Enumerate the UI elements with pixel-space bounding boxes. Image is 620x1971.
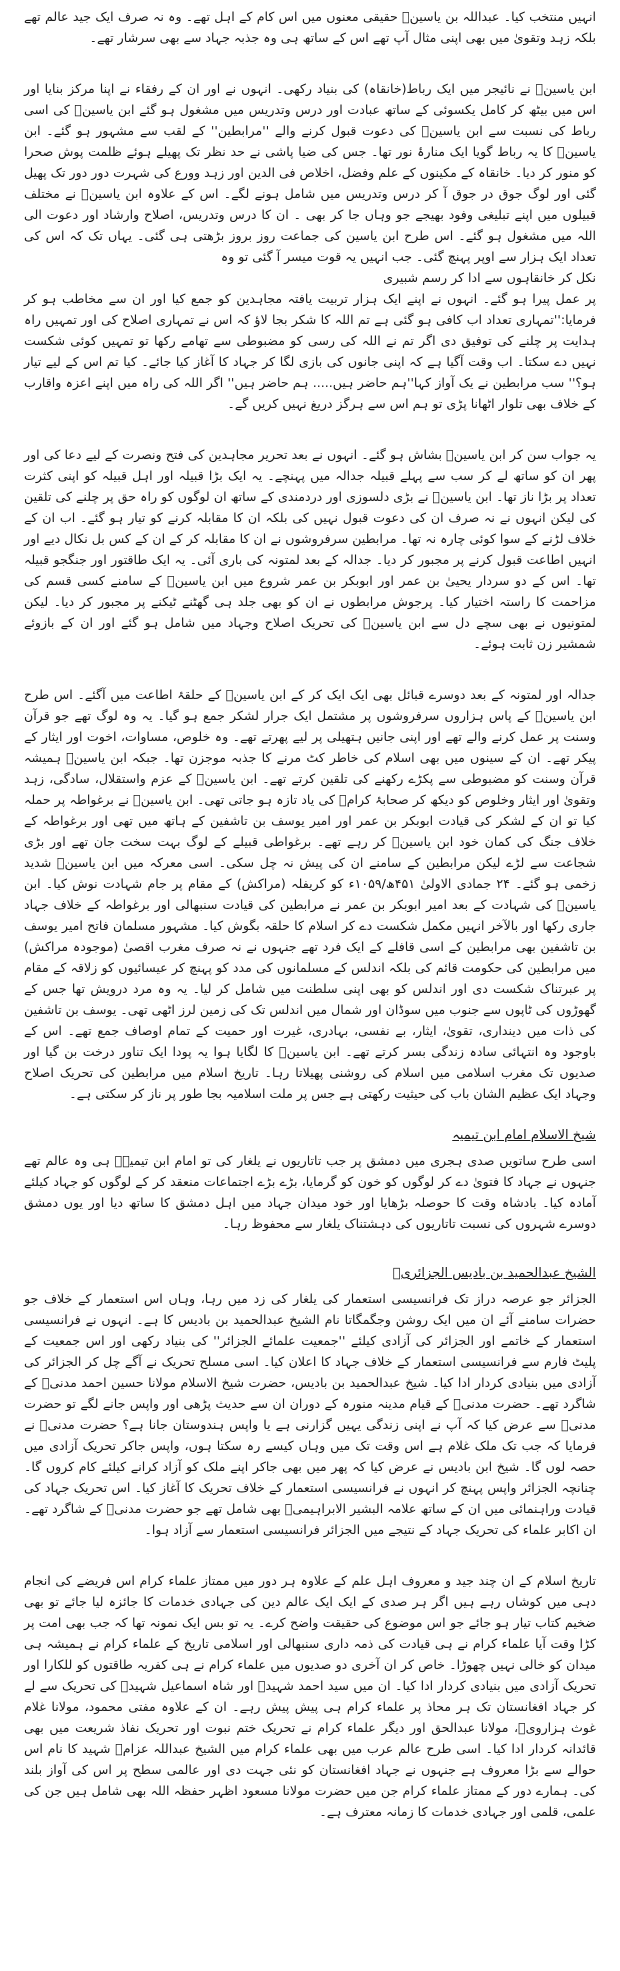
spacer — [24, 1540, 596, 1570]
paragraph: یہ جواب سن کر ابن یاسینؒ بشاش ہو گئے۔ انہوں نے بعد تحریر مجاہدین کی فتح ونصرت کے لیے دعا کی اور پھر ان کو ساتھ لے کر سب سے پہلے قبیلہ جدالہ میں پہنچے۔ یہ ایک بڑا قبیلہ اور اہل قبیلہ کو اپنی کثرت تعداد پر بڑا ناز تھا۔ ابن یاسینؒ نے بڑی دلسوزی اور دردمندی کے ساتھ ان لوگوں کو راہ حق پر چلنے کی تلقین کی لیکن انہوں نے نہ صرف ان کی دعوت قبول نہیں کی بلکہ ان کا مقابلہ کرنے کو تیار ہو گئے۔ اب ان کے خلاف لڑنے کے سوا کوئی چارہ نہ تھا۔ مرابطین سرفروشوں نے ان کا مقابلہ کر کے ان کے کس بل نکال دیے اور انہیں اطاعت قبول کرنے پر مجبور کر دیا۔ جدالہ کے بعد لمتونہ کی باری آئی۔ یہ ایک طاقتور اور جنگجو قبیلہ تھا۔ اس کے دو سردار یحییٰ بن عمر اور ابوبکر بن عمر شروع میں ابن یاسینؒ کے سامنے کسی قسم کی مزاحمت کا راستہ اختیار کیا۔ پرجوش مرابطوں نے ان کو بھی جلد ہی گھٹنے ٹیکنے پر مجبور کر دیا۔ لیکن لمتونیوں نے بھی سچے دل سے ابن یاسینؒ کی تحریک اصلاح وجہاد میں شامل ہو گئے اور ان کے بازوئے شمشیر زن ثابت ہوئے۔ — [24, 447, 596, 651]
paragraph: ابن یاسینؒ نے نائیجر میں ایک رباط(خانقاہ) کی بنیاد رکھی۔ انہوں نے اور ان کے رفقاء نے اپنا مرکز بنایا اور اس میں بیٹھ کر کامل یکسوئی کے ساتھ عبادت اور درس وتدریس میں مشغول ہو گئے ابن یاسینؒ کی اسی رباط کی نسبت سے ابن یاسینؒ کی دعوت قبول کرنے والے ''مرابطین'' کے لقب سے مشہور ہو گئے۔ ابن یاسینؒ کا یہ رباط گویا ایک منارۂ نور تھا۔ جس کی ضیا پاشی نے حد نظر تک پھیلے ہوئے ظلمت پوش صحرا کو منور کر دیا۔ خانقاہ کے مکینوں کے علم وفضل، اخلاص فی الدین اور زہد وورع کی شہرت دور دور تک پھیل گئی اور لوگ جوق در جوق آ کر درس وتدریس میں شامل ہونے لگے۔ اس کے علاوہ ابن یاسینؒ نے مختلف قبیلوں میں اپنے تبلیغی وفود بھیجے جو وہاں جا کر بھی ۔ ان کا درس وتدریس، اصلاح وارشاد اور دعوت الی اللہ میں مشغول ہو گئے۔ اس طرح ابن یاسین کی جماعت روز بروز بڑھتی ہی گئی۔ یہاں تک کہ اس کی تعداد ایک ہزار سے اوپر پہنچ گئی۔ جب انہیں یہ قوت میسر آ گئی تو وہ — [24, 81, 596, 264]
paragraph: پر عمل پیرا ہو گئے۔ انہوں نے اپنے ایک ہزار تربیت یافتہ مجاہدین کو جمع کیا اور ان سے مخاطب ہو کر فرمایا:''تمہاری تعداد اب کافی ہو گئی ہے تم اللہ کا شکر بجا لاؤ کہ اس نے تمہاری اصلاح کی اور تمہیں راہ ہدایت پر چلنے کی توفیق دی اگر تم نے اللہ کی رسی کو مضبوطی سے تھامے رکھا تو تمہیں کوئی شکست نہیں دے سکتا۔ اب وقت آگیا ہے کہ اپنی جانوں کی بازی لگا کر جہاد کا آغاز کیا جائے۔ کیا تم اس کے لیے تیار ہو؟'' سب مرابطین نے یک آواز کہا''ہم حاضر ہیں..... ہم حاضر ہیں'' اگر اللہ کی راہ میں اپنے اعزہ واقارب کے خلاف بھی تلوار اٹھانا پڑی تو ہم اس سے ہرگز دریغ نہیں کریں گے۔ — [24, 291, 596, 411]
spacer — [24, 1104, 596, 1126]
section-murabitun — [24, 684, 596, 1104]
section-intro — [24, 6, 596, 48]
section-tarikh — [24, 1570, 596, 1822]
spacer — [24, 48, 596, 78]
paragraph: الجزائر جو عرصہ دراز تک فرانسیسی استعمار کی یلغار کی زد میں رہا، وہاں اس استعمار کے خلاف جو حضرات سامنے آئے ان میں ایک روشن وجگمگاتا نام الشیخ عبدالحمید بن بادیس کا ہے۔ انہوں نے فرانسیسی استعمار کے خاتمے اور الجزائر کی آزادی کیلئے ''جمعیت علمائے الجزائر'' کی بنیاد رکھی اور اس جمعیت کے پلیٹ فارم سے فرانسیسی استعمار کے خلاف جہاد کا اعلان کیا۔ اسی مسلح تحریک نے آگے چل کر الجزائر کی آزادی میں بنیادی کردار ادا کیا۔ شیخ عبدالحمید بن بادیس، حضرت شیخ الاسلام مولانا حسین احمد مدنیؒ کے شاگرد تھے۔ حضرت مدنیؒ کے قیام مدینہ منورہ کے دوران ان سے حدیث پڑھی اور واپس جانے لگے تو حضرت مدنیؒ سے عرض کیا کہ آپ نے اپنی زندگی یہیں گزارنی ہے یا واپس ہندوستان جانا ہے؟ حضرت مدنیؒ نے فرمایا کہ جب تک ملک غلام ہے اس وقت تک میں وہاں کیسے رہ سکتا ہوں، واپس جاکر تحریک آزادی میں حصہ لوں گا۔ شیخ ابن بادیس نے عرض کیا کہ پھر میں بھی جاکر اپنے ملک کو آزاد کرانے کیلئے کام کروں گا۔ چنانچہ الجزائر واپس پہنچ کر انہوں نے فرانسیسی استعمار کے خلاف تحریک کا آغاز کیا۔ اس تحریک جہاد کی قیادت وراہنمائی میں ان کے ساتھ علامہ البشیر الابراہیمیؒ بھی شامل تھے جو حضرت مدنیؒ کے شاگرد تھے۔ ان اکابر علماء کی تحریک جہاد کے نتیجے میں الجزائر فرانسیسی استعمار سے آزاد ہوا۔ — [24, 1291, 596, 1537]
section-jihad — [24, 444, 596, 654]
section-ibn-taymiyyah — [24, 1126, 596, 1234]
paragraph: انہیں منتخب کیا۔ عبداللہ بن یاسینؒ حقیقی معنوں میں اس کام کے اہل تھے۔ وہ نہ صرف ایک جید عالم تھے بلکہ زہد وتقویٰ میں بھی اپنی مثال آپ تھے اس کے ساتھ ہی وہ جذبہ جہاد سے بھی سرشار تھے۔ — [24, 9, 596, 45]
section-heading: الشیخ عبدالحمید بن بادیس الجزائریؒ — [392, 1266, 596, 1281]
paragraph: اسی طرح ساتویں صدی ہجری میں دمشق پر جب تاتاریوں نے یلغار کی تو امام ابن تیمیہؒ ہی وہ عالم تھے جنہوں نے جہاد کا فتویٰ دے کر لوگوں کو خون کو گرمایا، بڑے بڑے اجتماعات منعقد کر کے لوگوں کو جہاد کیلئے آمادہ کیا۔ بادشاہ وقت کا حوصلہ بڑھایا اور خود میدان جہاد میں اہل دمشق کا ساتھ دیا اور یوں دمشق دوسرے شہروں کی نسبت تاتاریوں کی دہشتناک یلغار سے محفوظ رہا۔ — [24, 1153, 596, 1231]
spacer — [24, 414, 596, 444]
paragraph: جدالہ اور لمتونہ کے بعد دوسرے قبائل بھی ایک ایک کر کے ابن یاسینؒ کے حلقۂ اطاعت میں آگئے۔ اس طرح ابن یاسینؒ کے پاس ہزاروں سرفروشوں پر مشتمل ایک جرار لشکر جمع ہو گیا۔ یہ وہ لوگ تھے جو قرآن وسنت پر عمل کرنے والے تھے اور اپنی جانیں ہتھیلی پر لیے پھرتے تھے۔ وہ خلوص، مساوات، اخوت اور ایثار کے پیکر تھے۔ ان کے سینوں میں بھی اسلام کی خاطر کٹ مرنے کا جذبہ موجزن تھا۔ جبکہ ابن یاسینؒ ہمیشہ قرآن وسنت کو مضبوطی سے پکڑے رکھنے کی تلقین کرتے تھے۔ ابن یاسینؒ کے عزم واستقلال، سادگی، زہد وتقویٰ اور ایثار وخلوص کو دیکھ کر صحابۂ کرامؓ کی یاد تازہ ہو جاتی تھی۔ ابن یاسینؒ نے برغواطہ پر حملہ کیا تو ان کے لشکر کی قیادت ابوبکر بن عمر اور امیر یوسف بن تاشفین کے ہاتھ میں تھی اور برغواطہ کے خلاف جنگ کی کمان خود ابن یاسینؒ کر رہے تھے۔ برغواطی قبیلے کے لوگ بہت سخت جان تھے اور بڑی شجاعت سے لڑے لیکن مرابطین کے سامنے ان کی پیش نہ چل سکی۔ اسی معرکہ میں ابن یاسینؒ شدید زخمی ہو گئے۔ ۲۴ جمادی الاولیٰ ۴۵۱ھ/۱۰۵۹ء کو کریفلہ (مراکش) کے مقام پر جام شہادت نوش کیا۔ ابن یاسینؒ کی شہادت کے بعد امیر ابوبکر بن عمر نے مرابطین کی قیادت سنبھالی اور برغواطہ کے خلاف جہاد جاری رکھا اور بالآخر انہیں مکمل شکست دے کر اسلام کا حلقہ بگوش کیا۔ مشہور مسلمان فاتح امیر یوسف بن تاشفین بھی مرابطین کے اسی قافلے کے ایک فرد تھے جنہوں نے نہ صرف مغرب اقصیٰ (موجودہ مراکش) میں مرابطین کی حکومت قائم کی بلکہ اندلس کے مسلمانوں کی مدد کو پہنچ کر عیسائیوں کو زلاقہ کے مقام پر عبرتناک شکست دی اور اندلس کو بھی اپنی سلطنت میں شامل کر لیا۔ یہ وہ مرد درویش تھا جس کے گھوڑوں کی ٹاپوں سے جنوب میں سوڈان اور شمال میں اندلس تک کی زمین لرز اٹھی تھی۔ یوسف بن تاشفین کی ذات میں دینداری، تقویٰ، ایثار، بے نفسی، بہادری، غیرت اور حمیت کے تمام اوصاف جمع تھے۔ اس کے باوجود وہ انتہائی سادہ زندگی بسر کرتے تھے۔ ابن یاسینؒ کا لگایا ہوا یہ پودا ایک تناور درخت بن گیا اور صدیوں تک مغرب اسلامی میں اسلام کی روشنی پھیلاتا رہا۔ تاریخ اسلام میں مرابطین کی تحریک اصلاح وجہاد ایک عظیم الشان باب کی حیثیت رکھتی ہے جس پر ملت اسلامیہ بجا طور پر ناز کر سکتی ہے۔ — [24, 687, 596, 1101]
section-ibn-badis — [24, 1264, 596, 1540]
section-ribat — [24, 78, 596, 414]
spacer — [24, 654, 596, 684]
verse-line: نکل کر خانقاہوں سے ادا کر رسم شبیری — [383, 270, 596, 285]
spacer — [24, 1234, 596, 1264]
paragraph: تاریخ اسلام کے ان چند جید و معروف اہل علم کے علاوہ ہر دور میں ممتاز علماء کرام اس فریضے کی انجام دہی میں کوشاں رہے ہیں اگر ہر صدی کے ایک ایک عالم دین کی جہادی خدمات کا جائزہ لیا جائے تو بھی ضخیم کتاب تیار ہو جائے جو اس موضوع کی حقیقت واضح کرے۔ یہ تو بس ایک نمونہ تھا کہ جب بھی امت پر کڑا وقت آیا علماء کرام نے ہی قیادت کی ذمہ داری سنبھالی اور اسلامی تاریخ کے علماء کرام نے ہمیشہ ہی میدان کو خالی نہیں چھوڑا۔ خاص کر ان آخری دو صدیوں میں علماء کرام نے ہی کفریہ طاقتوں کو للکارا اور تحریک آزادی میں بنیادی کردار ادا کیا۔ ان میں سید احمد شہیدؒ اور شاہ اسماعیل شہیدؒ کی تحریک سے لے کر جہاد افغانستان تک ہر محاذ پر علماء کرام ہی پیش پیش رہے۔ ان کے علاوہ مفتی محمود، مولانا غلام غوث ہزارویؒ، مولانا عبدالحق اور دیگر علماء کرام نے تحریک ختم نبوت اور تحریک نفاذ شریعت میں بھی قائدانہ کردار ادا کیا۔ اسی طرح عالم عرب میں بھی علماء کرام میں الشیخ عبداللہ عزامؒ شہید کا نام اس حوالے سے بڑا معروف ہے جنہوں نے جہاد افغانستان کو نئی جہت دی اور عالمی سطح پر اس کی آواز بلند کی۔ ہمارے دور کے ممتاز علماء کرام جن میں حضرت مولانا مسعود اظہر حفظہ اللہ بھی شامل ہیں جن کی علمی، قلمی اور جہادی خدمات کا زمانہ معترف ہے۔ — [24, 1573, 596, 1819]
section-heading: شیخ الاسلام امام ابن تیمیہ — [452, 1128, 596, 1143]
